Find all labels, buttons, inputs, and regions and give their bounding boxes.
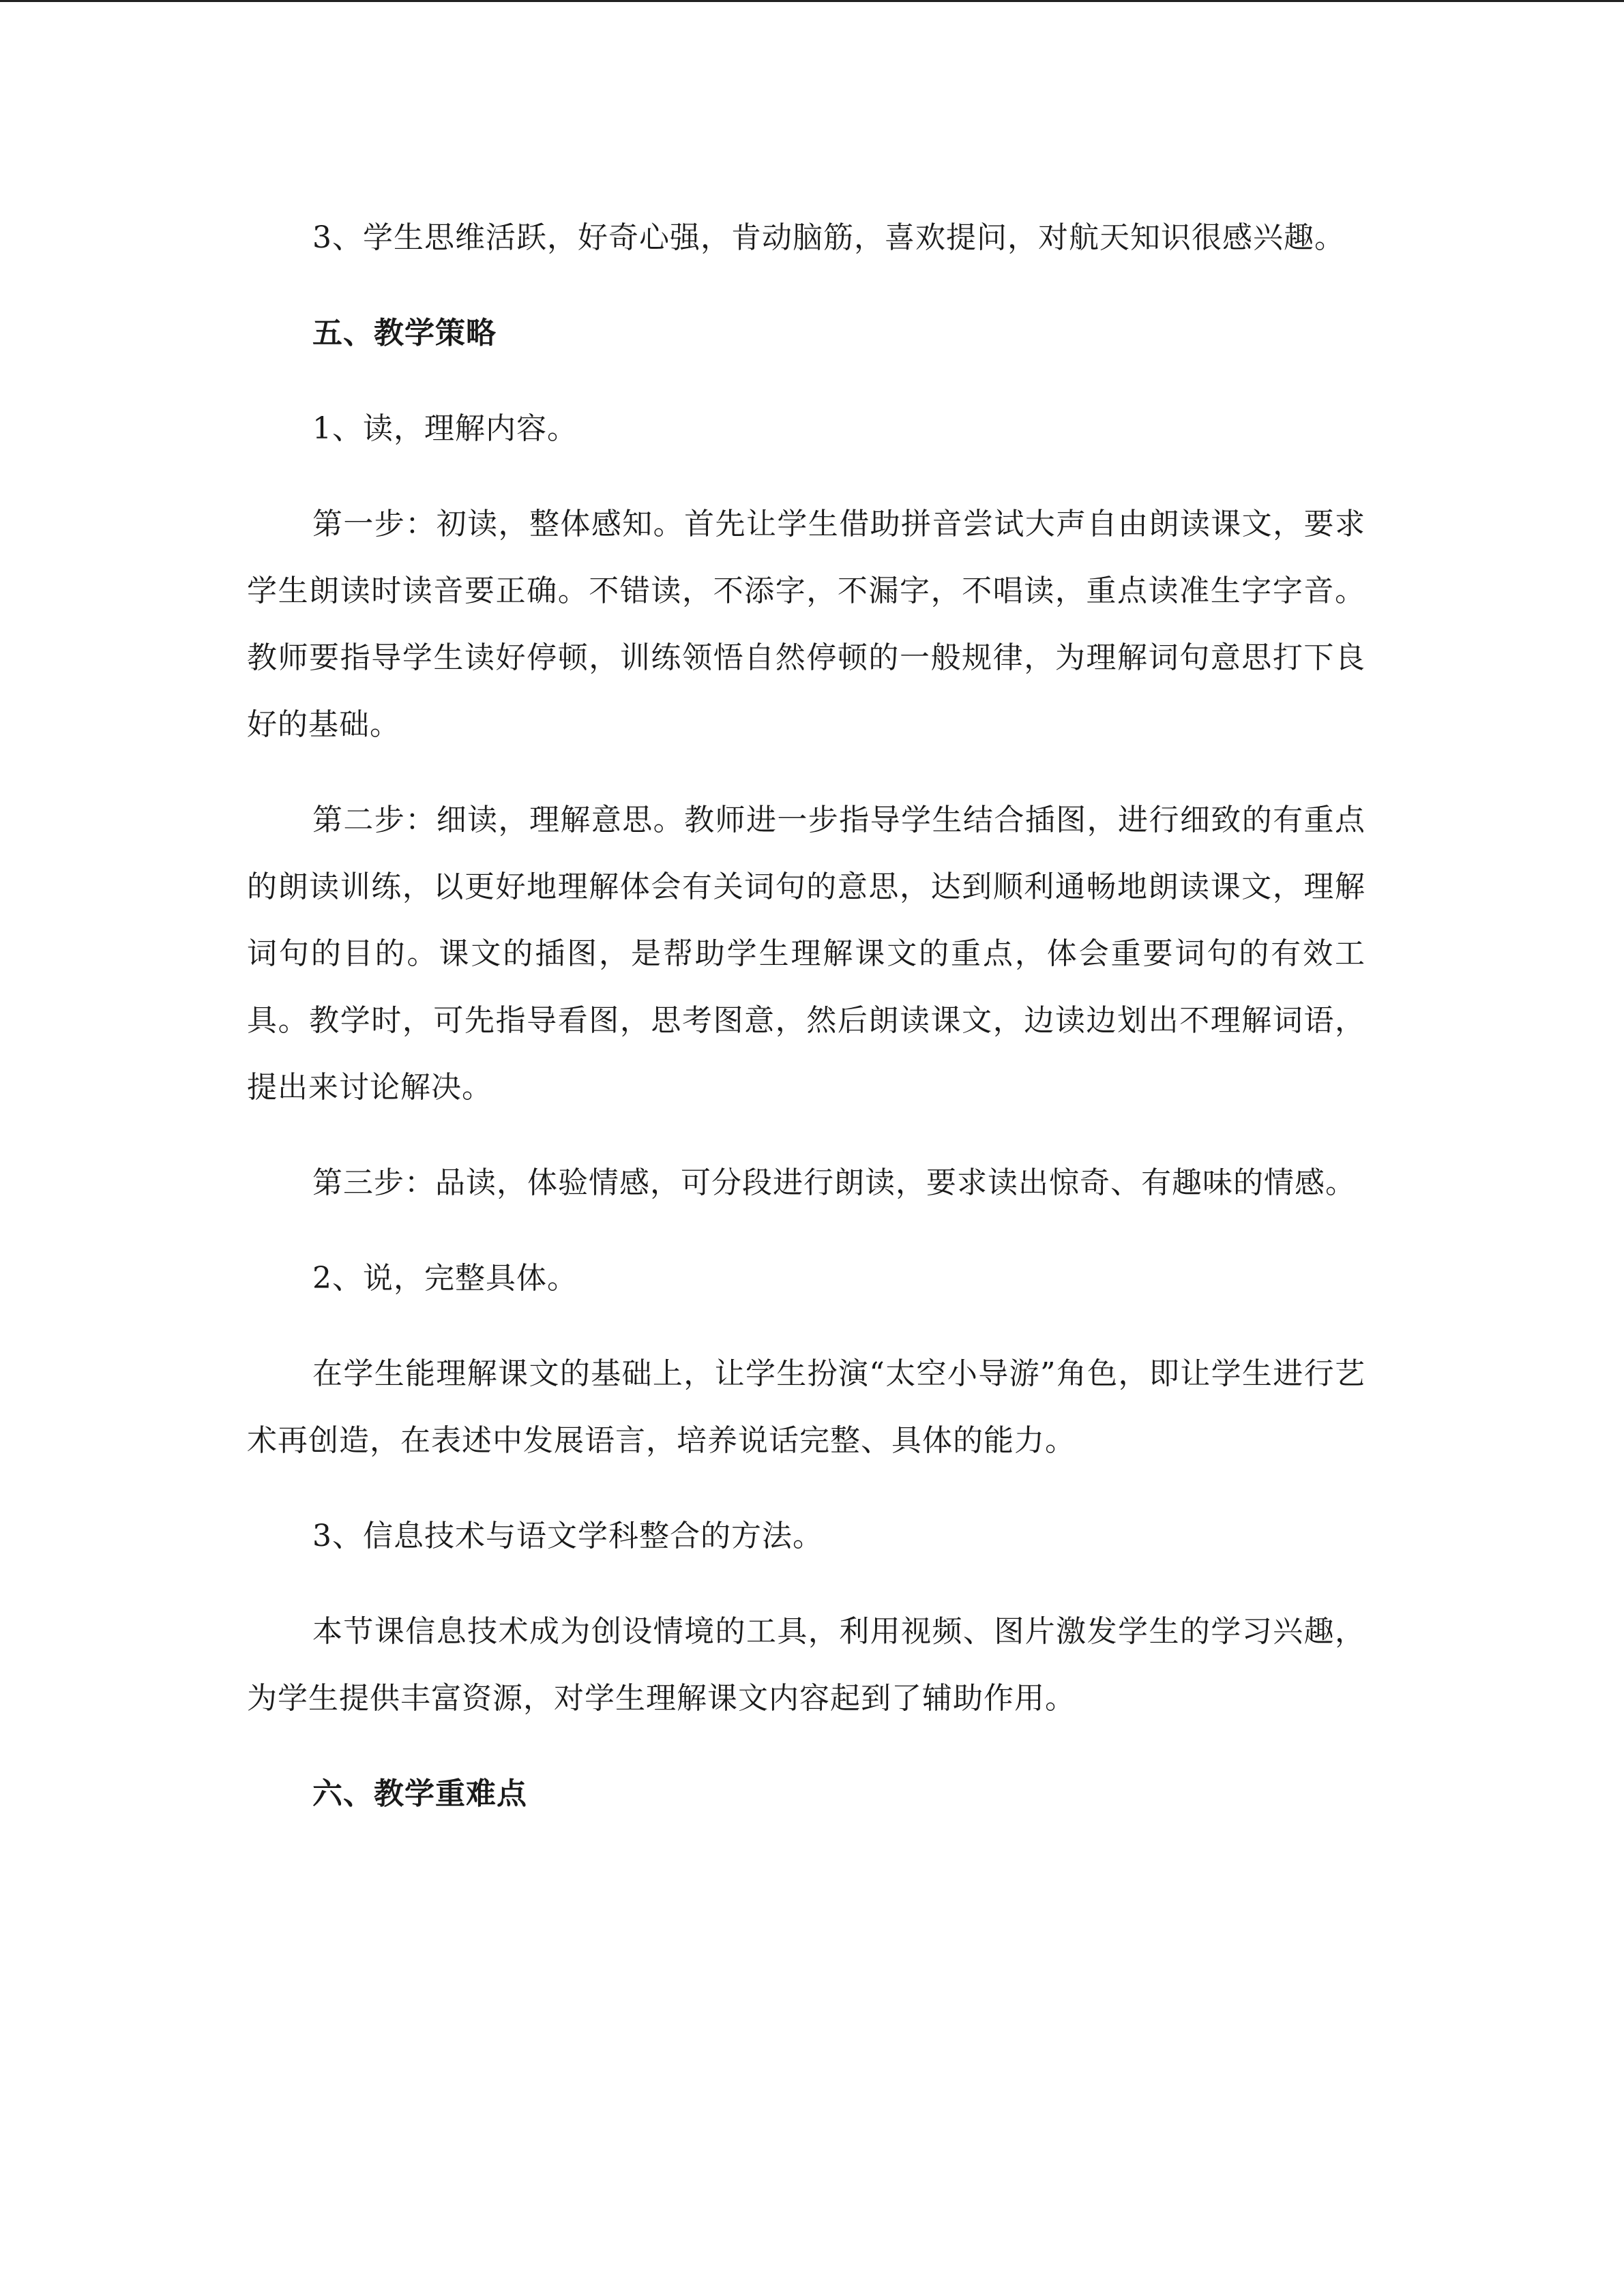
page-top-border	[0, 0, 1624, 2]
paragraph-strategy-reading: 1、读，理解内容。	[312, 411, 578, 446]
paragraph-strategy-it-integration: 3、信息技术与语文学科整合的方法。	[312, 1519, 823, 1553]
paragraph-strategy-speaking: 2、说，完整具体。	[312, 1261, 578, 1296]
document-page	[247, 205, 1365, 1828]
paragraph-step-one: 第一步：初读，整体感知。首先让学生借助拼音尝试大声自由朗读课文，要求学生朗读时读音要正确。不错读，不添字，不漏字，不唱读，重点读准生字字音。教师要指导学生读好停顿，训练领悟自然停顿的一般规律，为理解词句意思打下良好的基础。	[247, 507, 1365, 742]
section-heading-key-difficulties: 六、教学重难点	[312, 1776, 527, 1811]
paragraph-space-guide: 在学生能理解课文的基础上，让学生扮演“太空小导游”角色，即让学生进行艺术再创造，在表述中发展语言，培养说话完整、具体的能力。	[247, 1356, 1365, 1458]
paragraph-student-traits: 3、学生思维活跃，好奇心强，肯动脑筋，喜欢提问，对航天知识很感兴趣。	[312, 220, 1345, 255]
section-heading-teaching-strategy: 五、教学策略	[312, 316, 497, 351]
paragraph-step-three: 第三步：品读，体验情感，可分段进行朗读，要求读出惊奇、有趣味的情感。	[312, 1165, 1356, 1200]
paragraph-step-two: 第二步：细读，理解意思。教师进一步指导学生结合插图，进行细致的有重点的朗读训练，以更好地理解体会有关词句的意思，达到顺利通畅地朗读课文，理解词句的目的。课文的插图，是帮助学生理解课文的重点，体会重要词句的有效工具。教学时，可先指导看图，思考图意，然后朗读课文，边读边划出不理解词语，提出来讨论解决。	[247, 803, 1365, 1105]
paragraph-it-tools: 本节课信息技术成为创设情境的工具，利用视频、图片激发学生的学习兴趣，为学生提供丰富资源，对学生理解课文内容起到了辅助作用。	[247, 1614, 1365, 1716]
